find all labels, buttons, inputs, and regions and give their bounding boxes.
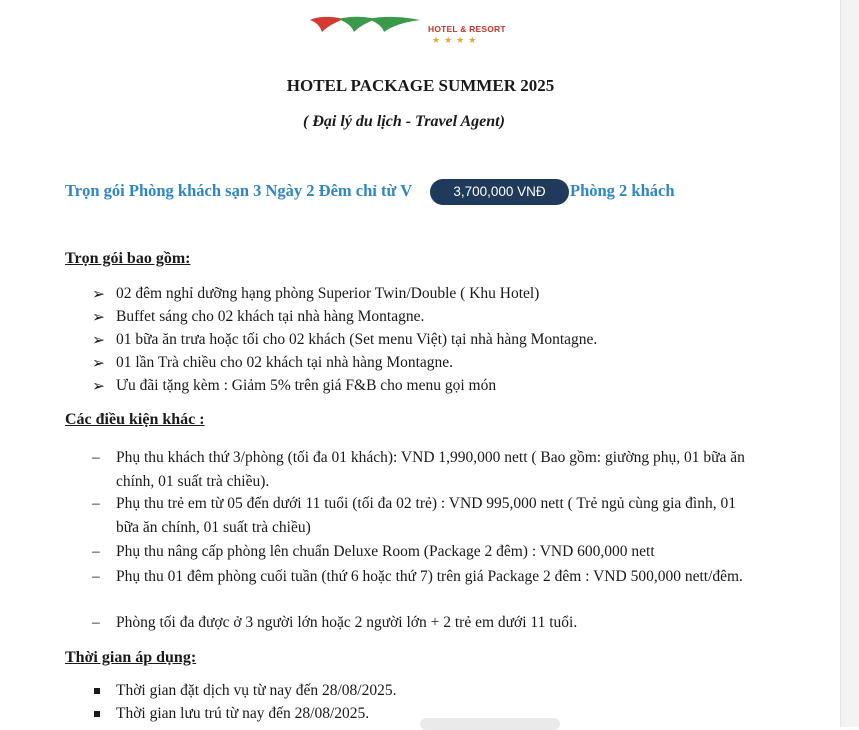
arrow-bullet-icon: ➢	[92, 332, 105, 349]
arrow-bullet-icon: ➢	[92, 309, 105, 326]
section-heading-includes: Trọn gói bao gồm:	[65, 250, 191, 267]
condition-text: Phụ thu khách thứ 3/phòng (tối đa 01 khách): VND 1,990,000 nett ( Bao gồm: giường phụ, 01 bữa ăn chính, 01 suất trà chiều).	[116, 449, 745, 490]
list-item-text: 01 lần Trà chiều cho 02 khách tại nhà hàng Montagne.	[116, 354, 454, 371]
arrow-bullet-icon: ➢	[92, 286, 105, 303]
package-headline: Trọn gói Phòng khách sạn 3 Ngày 2 Đêm chỉ từ V	[65, 181, 413, 200]
section-heading-conditions: Các điều kiện khác :	[65, 411, 205, 428]
condition-text: Phụ thu nâng cấp phòng lên chuẩn Deluxe Room (Package 2 đêm) : VND 600,000 nett	[116, 543, 655, 560]
dash-bullet-icon: –	[92, 495, 100, 512]
dash-bullet-icon: –	[92, 543, 100, 560]
document-title: HOTEL PACKAGE SUMMER 2025	[286, 76, 555, 95]
list-item-text: Thời gian đặt dịch vụ từ nay đến 28/08/2025.	[116, 682, 397, 699]
condition-text: Phụ thu 01 đêm phòng cuối tuần (thứ 6 hoặc thứ 7) trên giá Package 2 đêm : VND 500,000 nett/đêm.	[116, 568, 743, 585]
arrow-bullet-icon: ➢	[92, 355, 105, 372]
square-bullet-icon	[92, 682, 112, 700]
logo-text: HOTEL & RESORT	[428, 24, 506, 34]
list-item-text: 01 bữa ăn trưa hoặc tối cho 02 khách (Set menu Việt) tại nhà hàng Montagne.	[116, 331, 598, 348]
square-bullet-icon	[92, 705, 112, 723]
page-edge-scrollbar[interactable]	[840, 0, 859, 727]
section-heading-validity: Thời gian áp dụng:	[65, 649, 197, 666]
condition-text: Phụ thu trẻ em từ 05 đến dưới 11 tuổi (tối đa 02 trẻ) : VND 995,000 nett ( Trẻ ngủ cùng gia đình, 01 bữa ăn chính, 01 suất trà chiều)	[116, 495, 736, 536]
bottom-overlay-shadow	[420, 718, 560, 730]
condition-text: Phòng tối đa được ở 3 người lớn hoặc 2 người lớn + 2 trẻ em dưới 11 tuổi.	[116, 614, 578, 631]
dash-bullet-icon: –	[92, 614, 100, 631]
price-badge: 3,700,000 VNĐ	[430, 179, 569, 205]
package-headline-suffix: Phòng 2 khách	[570, 181, 675, 200]
list-item-text: 02 đêm nghỉ dưỡng hạng phòng Superior Twin/Double ( Khu Hotel)	[116, 285, 540, 302]
dash-bullet-icon: –	[92, 568, 100, 585]
list-item-text: Buffet sáng cho 02 khách tại nhà hàng Montagne.	[116, 308, 425, 325]
arrow-bullet-icon: ➢	[92, 378, 105, 395]
list-item-text: Ưu đãi tặng kèm : Giảm 5% trên giá F&B cho menu gọi món	[116, 377, 497, 394]
list-item-text: Thời gian lưu trú từ nay đến 28/08/2025.	[116, 705, 370, 722]
logo-stars: ★★★★	[432, 35, 481, 45]
document-subtitle: ( Đại lý du lịch - Travel Agent)	[303, 113, 505, 130]
dash-bullet-icon: –	[92, 449, 100, 466]
hotel-logo	[308, 14, 508, 50]
logo-wings-icon	[308, 14, 428, 38]
